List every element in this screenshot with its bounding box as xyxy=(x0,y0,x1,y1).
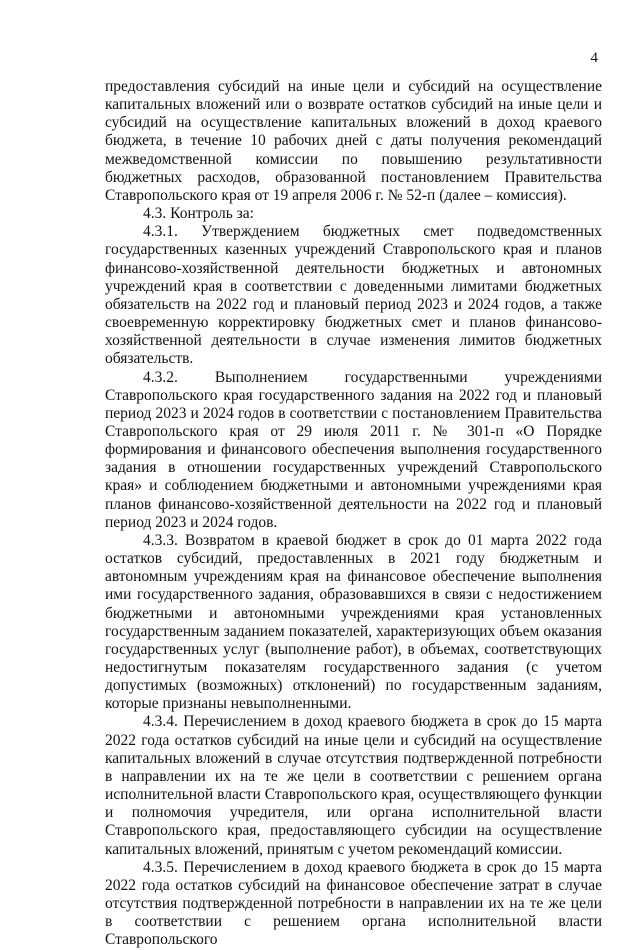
paragraph-4-3-2: 4.3.2. Выполнением государственными учреждениями Ставропольского края государственного задания на 2022 год и плановый период 2023 и 2024 годов в соответствии с постановлением Правительства Ставропольского края от 29 июля 2011 г. № 301-п «О Порядке формирования и финансового обеспечения выполнения государственного задания в отношении государственных учреждений Ставропольского края» и соблюдением бюджетными и автономными учреждениями края планов финансово-хозяйственной деятельности на 2022 год и плановый период 2023 и 2024 годов. xyxy=(105,368,602,531)
paragraph-4-3-5: 4.3.5. Перечислением в доход краевого бюджета в срок до 15 марта 2022 года остатков субсидий на финансовое обеспечение затрат в случае отсутствия подтвержденной потребности в направлении их на те же цели в соответствии с решением органа исполнительной власти Ставропольского xyxy=(105,858,602,949)
page-number: 4 xyxy=(590,50,598,66)
paragraph-continuation: предоставления субсидий на иные цели и субсидий на осуществление капитальных вложений или о возврате остатков субсидий на иные цели и субсидий на осуществление капитальных вложений в доход краевого бюджета, в течение 10 рабочих дней с даты получения рекомендаций межведомственной комиссии по повышению результативности бюджетных расходов, образованной постановлением Правительства Ставропольского края от 19 апреля 2006 г. № 52-п (далее – комиссия). xyxy=(105,78,602,204)
paragraph-4-3-1: 4.3.1. Утверждением бюджетных смет подведомственных государственных казенных учреждений Ставропольского края и планов финансово-хозяйственной деятельности бюджетных и автономных учреждений края в соответствии с доведенными лимитами бюджетных обязательств на 2022 год и плановый период 2023 и 2024 годов, а также своевременную корректировку бюджетных смет и планов финансово-хозяйственной деятельности в случае изменения лимитов бюджетных обязательств. xyxy=(105,223,602,368)
paragraph-4-3-4: 4.3.4. Перечислением в доход краевого бюджета в срок до 15 марта 2022 года остатков субсидий на иные цели и субсидий на осуществление капитальных вложений в случае отсутствия подтвержденной потребности в направлении их на те же цели в соответствии с решением органа исполнительной власти Ставропольского края, осуществляющего функции и полномочия учредителя, или органа исполнительной власти Ставропольского края, предоставляющего субсидии на осуществление капитальных вложений, принятым с учетом рекомендаций комиссии. xyxy=(105,713,602,858)
paragraph-4-3-3: 4.3.3. Возвратом в краевой бюджет в срок до 01 марта 2022 года остатков субсидий, предоставленных в 2021 году бюджетным и автономным учреждениям края на финансовое обеспечение выполнения ими государственного задания, образовавшихся в связи с недостижением бюджетными и автономными учреждениями края установленных государственным заданием показателей, характеризующих объем оказания государственных услуг (выполнение работ), в объемах, соответствующих недостигнутым показателям государственного задания (с учетом допустимых (возможных) отклонений) по государственным заданиям, которые признаны невыполненными. xyxy=(105,531,602,713)
paragraph-4-3-heading: 4.3. Контроль за: xyxy=(143,205,254,223)
document-body xyxy=(105,78,602,950)
